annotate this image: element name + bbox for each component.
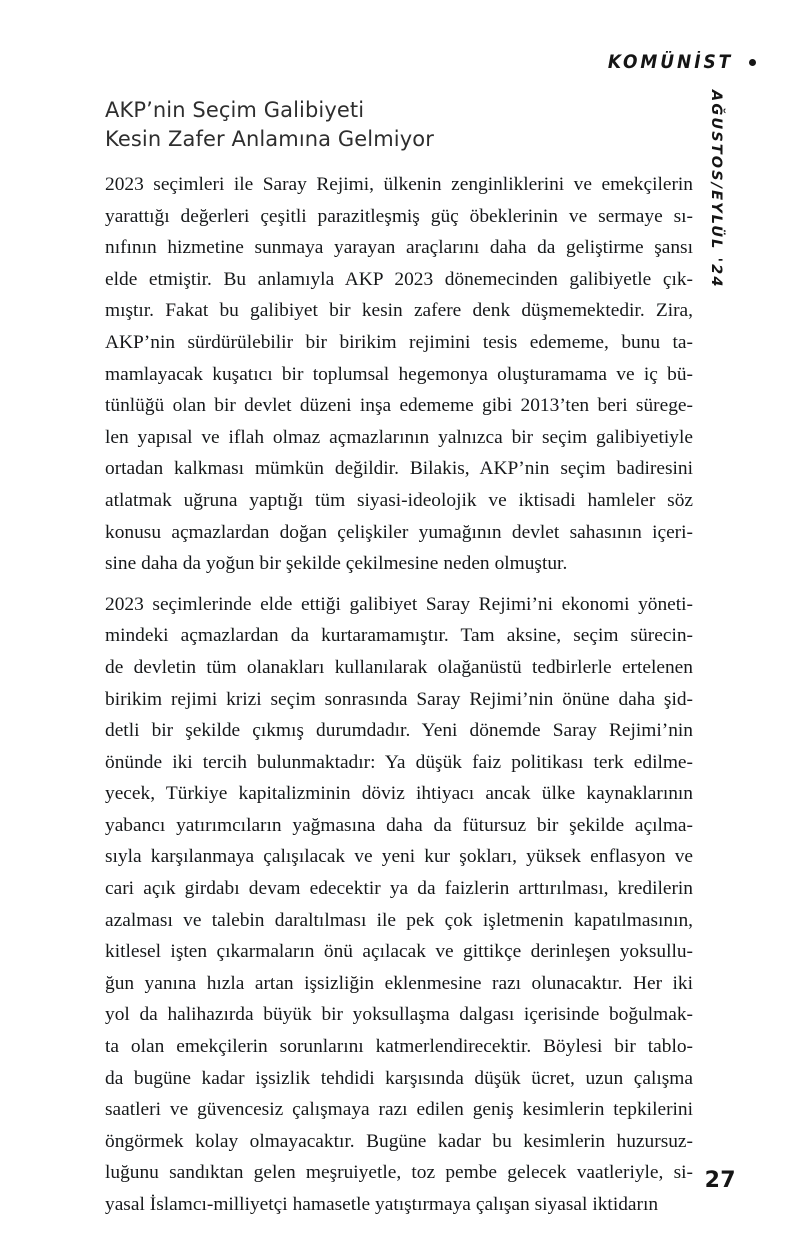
text-line: sine daha da yoğun bir şekilde çekilmesine neden olmuştur. <box>105 553 568 575</box>
text-line: önünde iki tercih bulunmaktadır: Ya düşük faiz politikası terk edilme- <box>105 751 693 773</box>
text-line: kitlesel işten çıkarmaların önü açılacak ve gittikçe derinleşen yoksullu- <box>105 941 693 963</box>
text-line: yasal İslamcı-milliyetçi hamasetle yatıştırmaya çalışan siyasal iktidarın <box>105 1194 659 1215</box>
issue-date-vertical: AĞUSTOS/EYLÜL '24 <box>708 90 724 289</box>
text-line: yarattığı değerleri çeşitli parazitleşmiş güç öbeklerinin ve sermaye sı- <box>105 205 693 227</box>
text-line: birikim rejimi krizi seçim sonrasında Saray Rejimi’nin önüne daha şid- <box>105 688 693 710</box>
text-line: de devletin tüm olanakları kullanılarak olağanüstü tedbirlerle ertelenen <box>105 656 693 678</box>
text-line: yol da halihazırda büyük bir yoksullaşma dalgası içerisinde boğulmak- <box>105 1004 693 1026</box>
text-line: öngörmek kolay olmayacaktır. Bugüne kadar bu kesimlerin huzursuz- <box>105 1130 693 1152</box>
text-line: luğunu sandıktan gelen meşruiyetle, toz pembe gelecek vaatleriyle, si- <box>105 1162 693 1184</box>
paragraph-1 <box>105 169 693 580</box>
text-line: nıfının hizmetine sunmaya yarayan araçlarını daha da geliştirme şansı <box>105 237 693 259</box>
page-number: 27 <box>704 1168 736 1193</box>
text-line: konusu açmazlardan doğan çelişkiler yumağının devlet sahasının içeri- <box>105 521 693 543</box>
text-line: elde etmiştir. Bu anlamıyla AKP 2023 dönemecinden galibiyetle çık- <box>105 268 693 290</box>
text-line: len yapısal ve iflah olmaz açmazlarının yalnızca bir seçim galibiyetiyle <box>105 426 693 448</box>
text-line: yecek, Türkiye kapitalizminin döviz ihtiyacı ancak ülke kaynaklarının <box>105 783 693 805</box>
text-line: mindeki açmazlardan da kurtaramamıştır. Tam aksine, seçim sürecin- <box>105 625 693 647</box>
text-line: ğun yanına hızla artan işsizliğin eklenmesine razı olunacaktır. Her iki <box>105 972 693 994</box>
article-body <box>105 96 693 1221</box>
page-title-line-2: Kesin Zafer Anlamına Gelmiyor <box>105 126 434 151</box>
text-line: AKP’nin sürdürülebilir bir birikim rejimini tesis edememe, bunu ta- <box>105 331 693 353</box>
text-line: detli bir şekilde çıkmış durumdadır. Yeni dönemde Saray Rejimi’nin <box>105 720 693 742</box>
text-line: saatleri ve güvencesiz çalışmaya razı edilen geniş kesimlerin tepkilerini <box>105 1099 693 1121</box>
text-line: azalması ve talebin daraltılması ile pek çok işletmenin kapatılmasının, <box>105 909 693 931</box>
bullet-dot-icon <box>749 59 756 66</box>
text-line: ortadan kalkması mümkün değildir. Bilakis, AKP’nin seçim badiresini <box>105 458 693 480</box>
text-line: cari açık girdabı devam edecektir ya da faizlerin arttırılması, kredilerin <box>105 878 693 900</box>
running-head <box>0 52 756 73</box>
text-line: yabancı yatırımcıların yağmasına daha da fütursuz bir şekilde açılma- <box>105 814 693 836</box>
page-title-line-1: AKP’nin Seçim Galibiyeti <box>105 98 365 122</box>
text-line: mıştır. Fakat bu galibiyet bir kesin zafere denk düşmemektedir. Zira, <box>105 300 693 322</box>
text-line: sıyla karşılanmaya çalışılacak ve yeni kur şokları, yüksek enflasyon ve <box>105 846 693 868</box>
text-line: mamlayacak kuşatıcı bir toplumsal hegemonya oluşturamama ve iç bü- <box>105 363 693 385</box>
text-line: atlatmak uğruna yaptığı tüm siyasi-ideolojik ve iktisadi hamleler söz <box>105 489 693 511</box>
text-line: 2023 seçimlerinde elde ettiği galibiyet Saray Rejimi’ni ekonomi yöneti- <box>105 593 693 615</box>
publication-title: KOMÜNİST <box>607 52 733 73</box>
text-line: tünlüğü olan bir devlet düzeni inşa edememe gibi 2013’ten beri sürege- <box>105 395 693 417</box>
text-line: 2023 seçimleri ile Saray Rejimi, ülkenin zenginliklerini ve emekçilerin <box>105 174 693 195</box>
text-line: da bugüne kadar işsizlik tehdidi karşısında düşük ücret, uzun çalışma <box>105 1067 693 1089</box>
text-line: ta olan emekçilerin sorunlarını katmerlendirecektir. Böylesi bir tablo- <box>105 1036 693 1058</box>
paragraph-list <box>105 169 693 1221</box>
paragraph-2 <box>105 589 693 1221</box>
page-title <box>105 96 693 153</box>
